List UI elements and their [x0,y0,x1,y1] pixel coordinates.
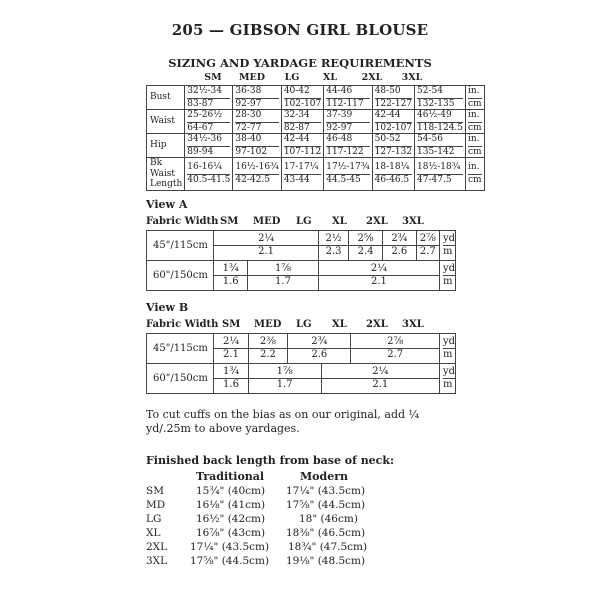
back-length-row [146,555,406,569]
view-b-yardage-table [146,333,456,394]
size-header-sm: SM [204,72,222,83]
view-b-45-lg-xl-yd: 2¾ [288,336,350,349]
bkwaist-in-3xl: 18½-18¾ [417,162,463,175]
view-a-size-2xl: 2XL [366,216,388,227]
unit-in: in. [468,110,482,123]
bust-in-lg: 40-42 [284,86,321,99]
unit-yd: yd [442,336,455,347]
bust-cm-lg: 102-107 [283,98,322,109]
waist-in-3xl: 46½-49 [417,110,463,123]
view-a-60-xl-3xl-yd: 2¼ [319,263,439,276]
view-b-45-2xl-3xl-m: 2.7 [387,349,404,360]
view-a-45-3xl-yd: 2¾ [383,233,416,246]
view-b-size-lg: LG [296,319,312,330]
view-a-45-x-yd: 2⅞ [417,233,439,246]
waist-cm-2xl: 102-107 [374,122,413,133]
bust-cm-sm: 83-87 [187,98,214,109]
back-length-row [146,527,406,541]
bkwaist-in-xl: 17½-17¾ [326,162,369,175]
view-a-size-3xl: 3XL [402,216,424,227]
fabric-width-label: Fabric Width [146,319,219,330]
bust-cm-2xl: 122-127 [374,98,413,109]
view-b-45-sm-yd: 2¼ [214,336,247,349]
row-label-line2: Length [150,179,183,189]
hip-cm-xl: 117-122 [326,146,364,157]
waist-cm-sm: 64-67 [187,122,214,133]
hip-cm-2xl: 127-132 [374,146,413,157]
bust-cm-med: 92-97 [235,98,262,109]
unit-yd: yd [442,233,455,244]
bust-cm-3xl: 132-135 [417,98,455,109]
bust-in-3xl: 52-54 [417,86,463,99]
waist-in-2xl: 42-44 [375,110,412,123]
bust-in-sm: 32½-34 [187,86,230,99]
hip-cm-3xl: 135-142 [417,146,455,157]
traditional-value: 16½" (42cm) [196,513,266,525]
waist-cm-3xl: 118-124.5 [417,122,464,133]
view-a-45-3xl-m: 2.6 [391,246,408,257]
unit-cm: cm [468,174,482,185]
unit-yd: yd [442,263,455,274]
waist-in-sm: 25-26½ [187,110,230,123]
view-b-45-med-m: 2.2 [259,349,276,360]
view-b-row-60 [147,364,456,394]
back-length-row [146,541,406,555]
view-a-size-xl: XL [332,216,347,227]
view-b-row-45 [147,334,456,364]
size-label: SM [146,485,164,497]
view-a-60-med-lg-yd: 1⅞ [248,263,318,276]
row-label: Waist [147,110,185,134]
bkwaist-in-med: 16½-16¾ [235,162,278,175]
bias-cuff-note: To cut cuffs on the bias as on our original, add ¼ yd/.25m to above yardages. [146,408,420,435]
hip-in-2xl: 50-52 [375,134,412,147]
bust-in-xl: 44-46 [326,86,369,99]
unit-m: m [442,349,453,360]
view-a-size-med: MED [253,216,281,227]
unit-m: m [442,246,453,257]
sizing-size-header [146,72,462,84]
bkwaist-cm-xl: 44.5-45 [326,174,361,185]
waist-in-xl: 37-39 [326,110,369,123]
modern-value: 17⅝" (44.5cm) [286,499,366,511]
back-length-row [146,485,406,499]
view-b-60-xl-3xl-yd: 2¼ [322,366,439,379]
view-a-size-sm: SM [220,216,239,227]
bkwaist-cm-3xl: 47-47.5 [417,174,452,185]
page-title: 205 — GIBSON GIRL BLOUSE [171,21,429,39]
view-b-45-lg-xl-m: 2.6 [311,349,328,360]
modern-value: 19⅛" (48.5cm) [286,555,366,567]
view-a-45-x-m: 2.7 [419,246,436,257]
view-b-45-2xl-3xl-yd: 2⅞ [351,336,439,349]
hip-in-xl: 46-48 [326,134,369,147]
view-b-45-sm-m: 2.1 [223,349,239,360]
row-label: Bk Waist [150,158,175,179]
view-a-header [146,216,456,228]
view-a-row-60 [147,261,456,291]
bust-in-med: 36-38 [235,86,278,99]
sizing-row-back-waist [147,158,485,191]
view-b-60-xl-3xl-m: 2.1 [372,379,389,390]
size-header-med: MED [239,72,265,83]
view-a-45-xl-m: 2.3 [325,246,342,257]
fabric-width-60: 60"/150cm [147,261,214,291]
hip-in-lg: 42-44 [284,134,321,147]
view-b-60-sm-m: 1.6 [223,379,239,390]
view-a-size-lg: LG [296,216,312,227]
traditional-value: 17⅝" (44.5cm) [190,555,270,567]
view-b-60-sm-yd: 1¾ [214,366,247,379]
bkwaist-cm-2xl: 46-46.5 [374,174,410,185]
row-label: Bust [147,86,185,110]
size-header-lg: LG [284,72,300,83]
view-b-header [146,319,456,331]
traditional-value: 17¼" (43.5cm) [190,541,270,553]
back-length-row [146,513,406,527]
sizing-row-bust [147,86,485,110]
hip-in-sm: 34½-36 [187,134,230,147]
view-a-45-2xl-m: 2.4 [357,246,374,257]
unit-in: in. [468,134,482,147]
fabric-width-45: 45"/115cm [147,334,214,364]
size-label: 2XL [146,541,168,553]
waist-cm-med: 72-77 [235,122,262,133]
waist-in-med: 28-30 [235,110,278,123]
bkwaist-cm-lg: 43-44 [283,174,310,185]
view-a-title: View A [146,198,188,211]
size-label: MD [146,499,166,511]
hip-cm-lg: 107-112 [283,146,322,157]
bkwaist-cm-med: 42-42.5 [235,174,270,185]
view-b-size-med: MED [254,319,282,330]
view-a-60-xl-3xl-m: 2.1 [370,276,387,287]
hip-in-3xl: 54-56 [417,134,463,147]
back-length-row [146,499,406,513]
waist-cm-xl: 92-97 [326,122,353,133]
view-a-60-sm-yd: 1¾ [214,263,247,276]
view-b-45-med-yd: 2⅜ [249,336,288,349]
view-a-45-sm-lg-yd: 2¼ [214,233,318,246]
view-a-45-xl-yd: 2½ [319,233,348,246]
traditional-value: 16⅞" (43cm) [196,527,266,539]
size-label: XL [146,527,161,539]
size-header-3xl: 3XL [401,72,423,83]
modern-value: 17¼" (43.5cm) [286,485,366,497]
unit-cm: cm [468,98,482,109]
unit-m: m [442,379,453,390]
view-b-size-xl: XL [332,319,347,330]
hip-in-med: 38-40 [235,134,278,147]
view-a-row-45 [147,231,456,261]
sizing-row-hip [147,134,485,158]
bkwaist-in-sm: 16-16¼ [187,162,230,175]
view-a-60-med-lg-m: 1.7 [275,276,291,287]
view-b-60-med-lg-m: 1.7 [276,379,293,390]
view-b-size-3xl: 3XL [402,319,424,330]
size-header-2xl: 2XL [361,72,383,83]
unit-cm: cm [468,146,482,157]
view-b-size-2xl: 2XL [366,319,388,330]
view-a-60-sm-m: 1.6 [222,276,239,287]
modern-value: 18¾" (47.5cm) [288,541,368,553]
fabric-width-60: 60"/150cm [147,364,214,394]
hip-cm-med: 97-102 [235,146,268,157]
sizing-title: SIZING AND YARDAGE REQUIREMENTS [168,56,432,70]
waist-in-lg: 32-34 [284,110,321,123]
traditional-value: 15¾" (40cm) [196,485,266,497]
modern-value: 18⅜" (46.5cm) [286,527,366,539]
row-label: Hip [147,134,185,158]
back-length-title: Finished back length from base of neck: [146,454,395,467]
unit-cm: cm [468,122,482,133]
view-a-yardage-table [146,230,456,291]
unit-yd: yd [442,366,455,377]
view-b-60-med-lg-yd: 1⅞ [249,366,321,379]
waist-cm-lg: 82-87 [283,122,310,133]
size-label: LG [146,513,162,525]
unit-in: in. [468,86,482,99]
fabric-width-label: Fabric Width [146,216,219,227]
bkwaist-in-2xl: 18-18¼ [375,162,412,175]
hip-cm-sm: 89-94 [187,146,214,157]
unit-m: m [442,276,453,287]
sizing-table [146,85,485,191]
view-a-45-2xl-yd: 2⅝ [349,233,382,246]
sizing-row-waist [147,110,485,134]
traditional-value: 16⅛" (41cm) [196,499,266,511]
bkwaist-in-lg: 17-17¼ [284,162,321,175]
bkwaist-cm-sm: 40.5-41.5 [187,174,231,185]
unit-in: in. [468,162,482,175]
modern-value: 18" (46cm) [299,513,358,525]
modern-header: Modern [300,470,348,483]
view-b-size-sm: SM [222,319,241,330]
bust-cm-xl: 112-117 [326,98,364,109]
view-b-title: View B [146,301,189,314]
size-header-xl: XL [322,72,338,83]
view-a-45-sm-lg-m: 2.1 [258,246,275,257]
size-label: 3XL [146,555,168,567]
fabric-width-45: 45"/115cm [147,231,214,261]
traditional-header: Traditional [196,470,265,483]
bust-in-2xl: 48-50 [375,86,412,99]
